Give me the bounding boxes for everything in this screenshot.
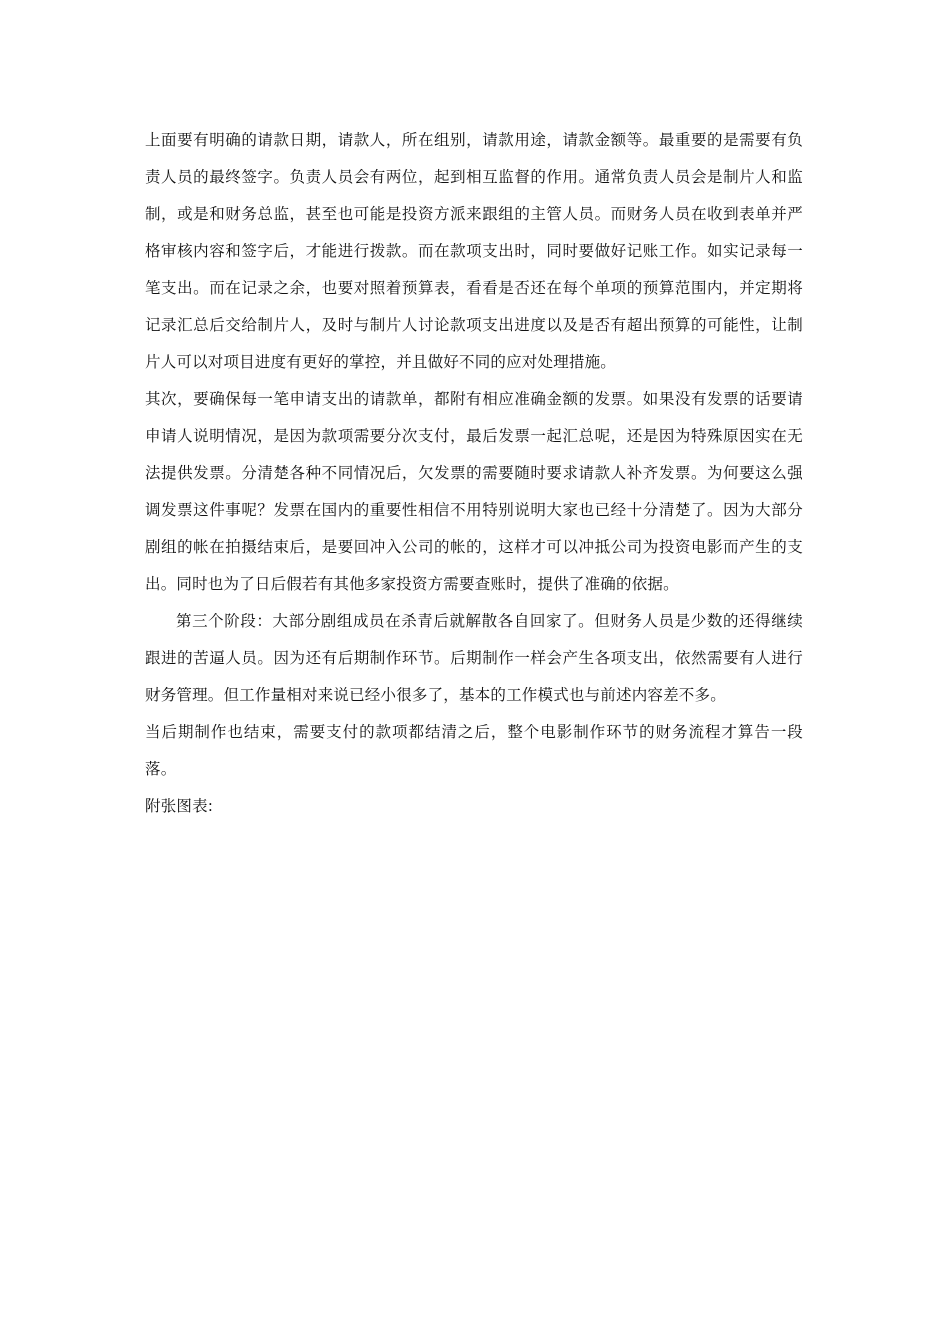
paragraph-conclusion: 当后期制作也结束，需要支付的款项都结清之后，整个电影制作环节的财务流程才算告一段落。	[145, 723, 803, 778]
paragraph-third-stage: 第三个阶段：大部分剧组成员在杀青后就解散各自回家了。但财务人员是少数的还得继续跟进的苦逼人员。因为还有后期制作环节。后期制作一样会产生各项支出，依然需要有人进行财务管理。但工作量相对来说已经小很多了，基本的工作模式也与前述内容差不多。	[145, 612, 803, 704]
paragraph-request-form: 上面要有明确的请款日期，请款人，所在组别，请款用途，请款金额等。最重要的是需要有负责人员的最终签字。负责人员会有两位，起到相互监督的作用。通常负责人员会是制片人和监制，或是和财务总监，甚至也可能是投资方派来跟组的主管人员。而财务人员在收到表单并严格审核内容和签字后，才能进行拨款。而在款项支出时，同时要做好记账工作。如实记录每一笔支出。而在记录之余，也要对照着预算表，看看是否还在每个单项的预算范围内，并定期将记录汇总后交给制片人，及时与制片人讨论款项支出进度以及是否有超出预算的可能性，让制片人可以对项目进度有更好的掌控，并且做好不同的应对处理措施。	[145, 131, 803, 371]
attachment-label: 附张图表:	[145, 797, 214, 815]
paragraph-invoices: 其次，要确保每一笔申请支出的请款单，都附有相应准确金额的发票。如果没有发票的话要请申请人说明情况，是因为款项需要分次支付，最后发票一起汇总呢，还是因为特殊原因实在无法提供发票。分清楚各种不同情况后，欠发票的需要随时要求请款人补齐发票。为何要这么强调发票这件事呢？发票在国内的重要性相信不用特别说明大家也已经十分清楚了。因为大部分剧组的帐在拍摄结束后，是要回冲入公司的帐的，这样才可以冲抵公司为投资电影而产生的支出。同时也为了日后假若有其他多家投资方需要查账时，提供了准确的依据。	[145, 390, 803, 593]
document-body	[145, 122, 803, 825]
